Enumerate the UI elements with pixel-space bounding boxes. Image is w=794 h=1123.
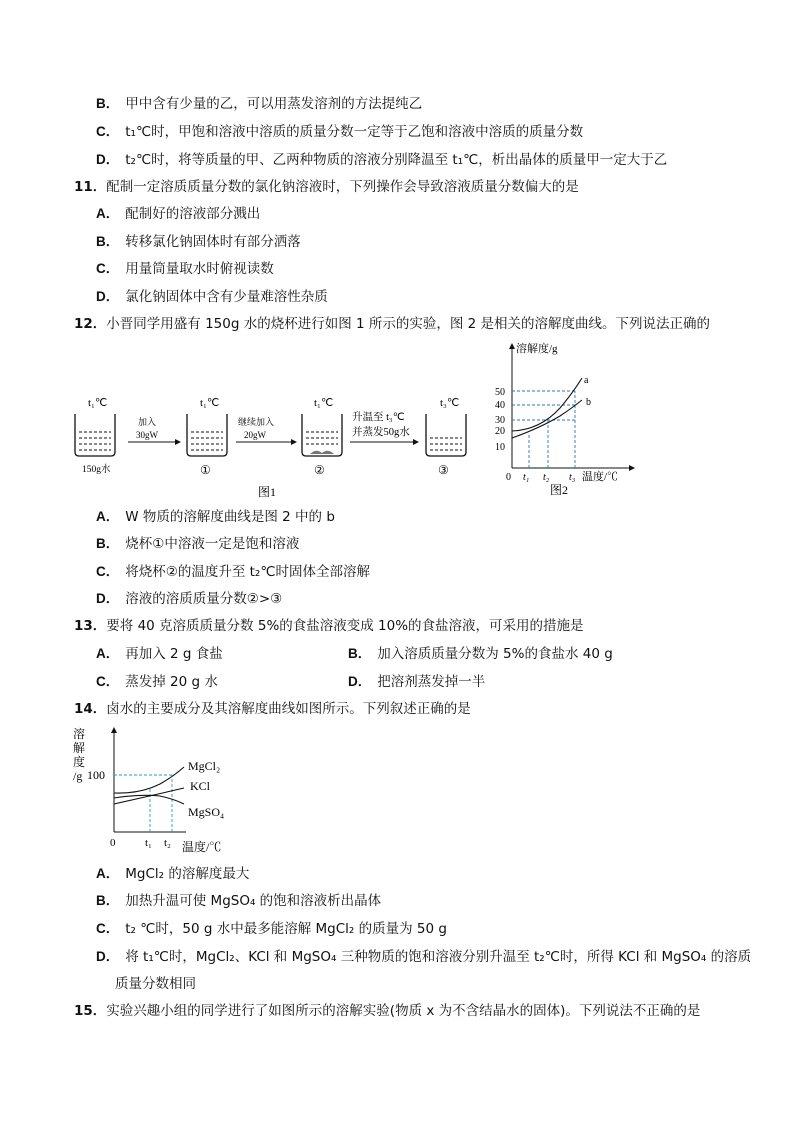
beaker-2-temp: t₁℃ xyxy=(314,397,334,409)
option-text: MgCl₂ 的溶解度最大 xyxy=(125,866,250,882)
q12-option-d xyxy=(96,590,282,608)
q12-option-a xyxy=(96,508,335,526)
arrow-2-bottom: 20gW xyxy=(244,430,266,440)
undissolved-solid xyxy=(310,451,334,454)
y-tick-10: 10 xyxy=(495,442,505,453)
option-text: 将烧杯②的温度升至 t₂℃时固体全部溶解 xyxy=(125,564,371,580)
q14-option-d xyxy=(96,948,751,966)
option-label: B． xyxy=(96,536,120,551)
arrow-1-top: 加入 xyxy=(138,417,157,427)
option-text: 把溶剂蒸发掉一半 xyxy=(377,674,486,690)
figure-2-solubility-chart xyxy=(490,338,640,498)
option-text: 用量筒量取水时俯视读数 xyxy=(125,261,274,277)
option-text: 转移氯化钠固体时有部分洒落 xyxy=(125,234,301,250)
option-label: A． xyxy=(96,646,120,661)
option-label: B． xyxy=(96,893,120,908)
y-label-2: 解 xyxy=(73,741,86,755)
option-text: t₁℃时，甲饱和溶液中溶质的质量分数一定等于乙饱和溶液中溶质的质量分数 xyxy=(125,124,584,140)
option-label: A． xyxy=(96,509,120,524)
x-tick-0: 0 xyxy=(110,837,116,849)
option-text: 加热升温可使 MgSO₄ 的饱和溶液析出晶体 xyxy=(125,893,382,909)
option-label: C． xyxy=(96,261,120,276)
question-number: 12． xyxy=(74,316,107,332)
question-number: 11． xyxy=(74,179,107,195)
curve-mgcl2 xyxy=(114,767,184,793)
y-label-1: 溶 xyxy=(73,727,86,741)
figure-1-beakers xyxy=(70,390,480,500)
q11-option-a xyxy=(96,205,260,223)
q11-option-d xyxy=(96,288,328,306)
guide-lines xyxy=(114,775,172,832)
y-tick-30: 30 xyxy=(495,415,505,426)
q13-option-d xyxy=(348,673,485,691)
q13-option-c xyxy=(96,673,218,691)
option-text: t₂℃时，将等质量的甲、乙两种物质的溶液分别降温至 t₁℃，析出晶体的质量甲一定大于乙 xyxy=(125,152,668,168)
option-text: 甲中含有少量的乙，可以用蒸发溶剂的方法提纯乙 xyxy=(125,96,423,112)
option-label: D． xyxy=(96,289,120,304)
option-label: D． xyxy=(348,674,372,689)
beaker-1-temp: t₁℃ xyxy=(200,397,220,409)
q11-option-c xyxy=(96,260,274,278)
q13-option-a xyxy=(96,645,223,663)
option-label: B． xyxy=(96,234,120,249)
beaker-0-label: 150g水 xyxy=(82,465,111,475)
beaker-3-temp: t₃℃ xyxy=(440,397,460,409)
question-text: 卤水的主要成分及其溶解度曲线如图所示。下列叙述正确的是 xyxy=(106,701,471,717)
series-mgso4-label: MgSO₄ xyxy=(188,805,225,819)
curve-kcl xyxy=(114,788,184,804)
x-tick-t3: t₃ xyxy=(569,472,576,483)
option-text: 烧杯①中溶液一定是饱和溶液 xyxy=(125,536,300,552)
beaker-1 xyxy=(187,414,227,456)
q12-option-c xyxy=(96,563,370,581)
beaker-1-label: ① xyxy=(200,463,211,477)
x-tick-t1: t₁ xyxy=(523,472,530,483)
q15-stem xyxy=(74,1002,700,1020)
question-number: 13． xyxy=(74,618,107,634)
option-text: 溶液的溶质质量分数②>③ xyxy=(125,591,283,607)
q11-stem xyxy=(74,178,579,196)
q11-option-b xyxy=(96,233,301,251)
option-label: A． xyxy=(96,206,120,221)
q14-solubility-chart xyxy=(70,724,240,856)
x-tick-t1: t₁ xyxy=(145,837,152,849)
question-text: 配制一定溶质质量分数的氯化钠溶液时，下列操作会导致溶液质量分数偏大的是 xyxy=(106,179,579,195)
option-text: W 物质的溶解度曲线是图 2 中的 b xyxy=(125,509,335,525)
option-label: D． xyxy=(96,949,120,964)
x-tick-t2: t₂ xyxy=(164,837,171,849)
beaker-2 xyxy=(302,414,342,456)
q14-option-c xyxy=(96,920,447,938)
beaker-0 xyxy=(75,414,115,456)
option-text: 将 t₁℃时，MgCl₂、KCl 和 MgSO₄ 三种物质的饱和溶液分别升温至 t₂℃时，所得 KCl 和 MgSO₄ 的溶质 xyxy=(125,949,752,965)
option-label: C． xyxy=(96,921,120,936)
q13-stem xyxy=(74,617,584,635)
curve-b-label: b xyxy=(586,397,591,408)
figure-2-caption: 图2 xyxy=(550,483,569,497)
arrow-3-top: 升温至 t₃℃ xyxy=(352,412,405,423)
q14-option-b xyxy=(96,892,381,910)
question-text: 实验兴趣小组的同学进行了如图所示的溶解实验(物质 x 为不含结晶水的固体)。下列说法不正确的是 xyxy=(106,1003,701,1019)
question-number: 15． xyxy=(74,1003,107,1019)
q13-option-b xyxy=(348,645,613,663)
option-text: 再加入 2 g 食盐 xyxy=(125,646,223,662)
x-tick-0: 0 xyxy=(506,472,511,483)
option-label: C． xyxy=(96,674,120,689)
y-tick-20: 20 xyxy=(495,426,505,437)
arrow-2-top: 继续加入 xyxy=(238,417,275,427)
y-tick-50: 50 xyxy=(495,387,505,398)
option-text: 质量分数相同 xyxy=(115,976,196,992)
arrow-3-bottom: 并蒸发50g水 xyxy=(352,427,410,438)
beaker-0-temp: t₁℃ xyxy=(88,397,108,409)
option-label: B． xyxy=(348,646,372,661)
y-tick-100: 100 xyxy=(87,768,105,782)
q10-option-d xyxy=(96,151,667,169)
question-text: 要将 40 克溶质质量分数 5%的食盐溶液变成 10%的食盐溶液，可采用的措施是 xyxy=(106,618,584,634)
q14-stem xyxy=(74,700,471,718)
q10-option-b xyxy=(96,95,422,113)
beaker-3 xyxy=(426,414,466,456)
option-label: D． xyxy=(96,591,120,606)
question-number: 14． xyxy=(74,701,107,717)
y-axis-label: 溶解度/g xyxy=(516,343,558,355)
beaker-2-label: ② xyxy=(314,463,325,477)
option-text: 氯化钠固体中含有少量难溶性杂质 xyxy=(125,289,328,305)
y-label-3: 度 xyxy=(73,755,86,769)
y-label-4: /g xyxy=(73,769,83,783)
option-label: C． xyxy=(96,124,120,139)
q12-stem xyxy=(74,315,710,333)
q14-option-a xyxy=(96,865,249,883)
x-tick-t2: t₂ xyxy=(543,472,550,483)
q12-option-b xyxy=(96,535,299,553)
option-text: 蒸发掉 20 g 水 xyxy=(125,674,218,690)
x-axis-label: 温度/℃ xyxy=(582,471,619,483)
option-label: D． xyxy=(96,152,120,167)
option-text: 加入溶质质量分数为 5%的食盐水 40 g xyxy=(377,646,613,662)
figure-1-caption: 图1 xyxy=(258,485,277,499)
q14-option-d-continued xyxy=(115,975,196,993)
option-label: B． xyxy=(96,96,120,111)
option-label: C． xyxy=(96,564,120,579)
curve-a-label: a xyxy=(584,375,589,386)
series-kcl-label: KCl xyxy=(190,779,211,793)
question-text: 小晋同学用盛有 150g 水的烧杯进行如图 1 所示的实验，图 2 是相关的溶解度曲线。下列说法正确的 xyxy=(106,316,711,332)
beaker-3-label: ③ xyxy=(438,463,449,477)
option-label: A． xyxy=(96,866,120,881)
option-text: 配制好的溶液部分溅出 xyxy=(125,206,261,222)
y-tick-40: 40 xyxy=(495,400,505,411)
series-mgcl2-label: MgCl₂ xyxy=(188,759,221,773)
arrow-1-bottom: 30gW xyxy=(136,430,158,440)
option-text: t₂ ℃时，50 g 水中最多能溶解 MgCl₂ 的质量为 50 g xyxy=(125,921,447,937)
x-axis-label: 温度/℃ xyxy=(182,840,222,854)
q10-option-c xyxy=(96,123,583,141)
